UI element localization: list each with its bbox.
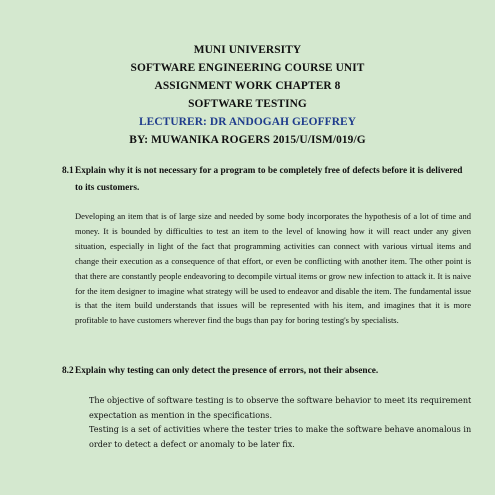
question-8-2	[62, 363, 472, 380]
course-unit: SOFTWARE ENGINEERING COURSE UNIT	[130, 62, 365, 74]
university-name: MUNI UNIVERSITY	[193, 44, 302, 56]
answer-paragraph: The objective of software testing is to observe the software behavior to meet its requirement expectation as mention in the specifications.	[89, 395, 472, 420]
answer-8-1: Developing an item that is of large size and needed by some body incorporates the hypothesis of a lot of time and money. It is bounded by difficulties to test an item to the level of knowing how it will react under any given situation, especially in light of the fact that programming activities can connect with various virtual items and change their execution as a consequence of that effort, or even be conflicting with another item. The other point is that there are constantly people endeavoring to decompile virtual items or grow new infection to attack it. It is naive for the item designer to imagine what strategy will be used to endeavor and disable the item. The fundamental issue is that the item build understands that issues will be represented with his item, and imagines that it is more profitable to have customers wherever find the bugs than pay for boring testing's by specialists.	[75, 211, 471, 326]
question-number: 8.1	[62, 166, 74, 176]
answer-8-2	[89, 393, 479, 451]
lecturer-name: LECTURER: DR ANDOGAH GEOFFREY	[138, 116, 357, 128]
question-8-1	[62, 163, 472, 197]
question-text: Explain why testing can only detect the presence of errors, not their absence.	[75, 366, 379, 376]
answer-paragraph: Testing is a set of activities where the tester tries to make the software behave anomalous in order to detect a defect or anomaly to be later fix.	[89, 424, 472, 449]
author-line: BY: MUWANIKA ROGERS 2015/U/ISM/019/G	[129, 134, 366, 146]
question-text: Explain why it is not necessary for a program to be completely free of defects before it is delivered to its customers.	[75, 166, 463, 193]
assignment-title: ASSIGNMENT WORK CHAPTER 8	[154, 80, 341, 92]
title-block	[0, 41, 495, 149]
topic-title: SOFTWARE TESTING	[188, 98, 307, 110]
question-number: 8.2	[62, 366, 74, 376]
